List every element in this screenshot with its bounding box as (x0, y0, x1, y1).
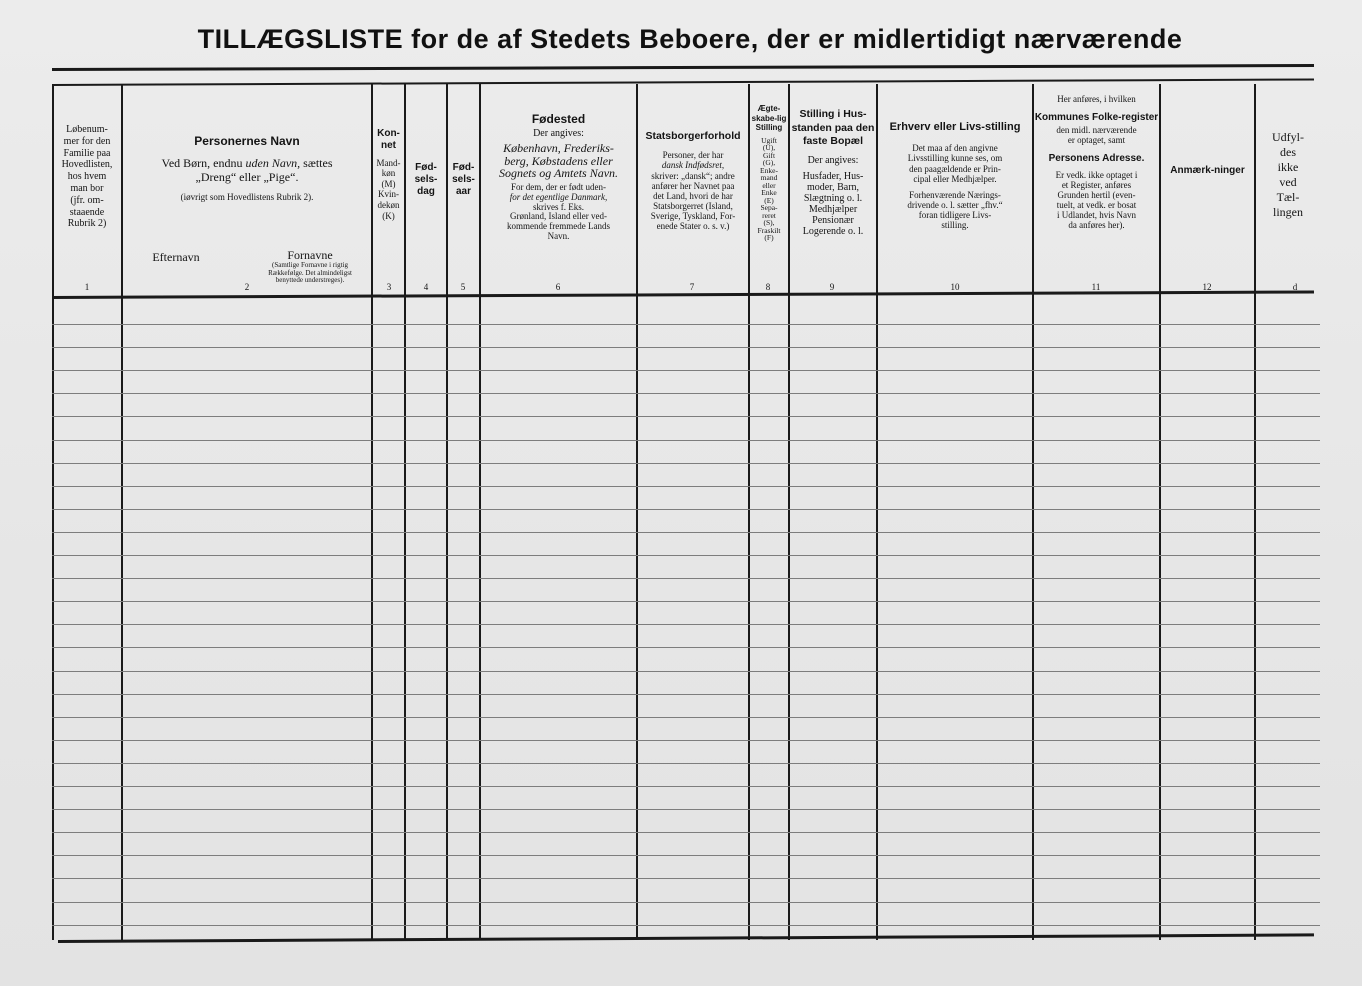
header-italic-lines (482, 142, 635, 180)
header-line: skrives f. Eks. (533, 201, 584, 212)
header-line: (jfr. om- (70, 194, 104, 206)
column-number: 3 (386, 282, 392, 292)
table-row-line (52, 347, 1320, 348)
column-border (121, 84, 123, 940)
header-line: Slægtning o. l. (803, 192, 863, 204)
header-title: Fød-sels-aar (452, 162, 475, 197)
table-row-line (52, 925, 1320, 926)
header-line: Ugift (761, 135, 777, 145)
header-line: skriver: „dansk“; andre (651, 170, 735, 181)
header-lines (790, 171, 876, 237)
column-number: 7 (689, 282, 695, 292)
column-number: 1 (84, 282, 90, 292)
column-border (479, 84, 481, 940)
header-line: hos hvem (67, 171, 107, 183)
col2-header (124, 134, 370, 203)
header-line: køn (381, 168, 396, 179)
col2-subheader-left: Efternavn (152, 250, 200, 264)
header-line: staaende (69, 206, 105, 218)
header-line: (K) (382, 210, 395, 221)
table-row-line (52, 647, 1320, 648)
header-line: Løbenum- (66, 124, 108, 135)
col10-header (878, 120, 1032, 230)
col8-header (750, 104, 788, 242)
header-line: Forhenværende Nærings- (909, 189, 1001, 200)
header-line: Kvin- (378, 189, 399, 200)
header-line: Enke (761, 188, 777, 198)
header-line: den midl. nærværende (1056, 124, 1137, 135)
header-lines (750, 137, 788, 242)
table-bottom-rule (58, 933, 1314, 943)
header-title: Ægte-skabe-lig Stilling (751, 104, 787, 133)
col6-header (482, 112, 635, 242)
table-row-line (52, 855, 1320, 856)
col1-header (54, 124, 120, 230)
header-title: Personens Adresse. (1048, 153, 1145, 165)
header-line: reret (762, 210, 776, 220)
column-number: 6 (555, 282, 561, 292)
column-number: 9 (829, 282, 835, 292)
header-title: Fød-sels-dag (414, 162, 438, 197)
header-line: Statsborgerret (Island, (653, 200, 733, 211)
header-line: Enke- (760, 165, 778, 175)
header-line: tuelt, at vedk. er bosat (1056, 199, 1137, 210)
table-row-line (52, 486, 1320, 487)
col3-header (373, 128, 404, 221)
header-line: eller (762, 180, 776, 190)
header-line: Det maa af den angivne (912, 143, 998, 154)
header-line: Sognets og Amtets Navn. (498, 166, 619, 181)
header-title: Kommunes Folke-register (1034, 111, 1159, 123)
header-title: Stilling i Hus-standen paa den faste Bopæl (791, 108, 875, 148)
header-title: Anmærk-ninger (1170, 165, 1245, 176)
header-line: kommende fremmede Lands (507, 221, 610, 232)
header-text: Ved Børn, endnu (161, 156, 243, 171)
header-line: Gift (762, 150, 776, 160)
header-top-rule (52, 78, 1314, 86)
header-line: dekøn (377, 200, 400, 211)
header-line: Hovedlisten, (61, 159, 113, 171)
table-row-line (52, 509, 1320, 510)
table-row-line (52, 763, 1320, 764)
header-line: et Register, anføres (1061, 180, 1132, 191)
header-line: foran tidligere Livs- (918, 209, 992, 220)
header-line: „Dreng“ eller „Pige“. (195, 170, 299, 185)
header-line: mer for den (63, 135, 111, 147)
header-line: Rubrik 2) (67, 218, 107, 230)
table-row-line (52, 601, 1320, 602)
header-line: København, Frederiks- (503, 140, 614, 155)
header-text: Fornavne (287, 248, 333, 262)
header-title: Erhverv eller Livs-stilling (889, 121, 1021, 133)
header-line: Mand- (376, 157, 401, 168)
header-text: uden Navn, (245, 156, 301, 171)
header-line: berg, Købstadens eller (504, 153, 613, 168)
col4-header (406, 162, 446, 197)
column-number: 10 (950, 282, 960, 292)
header-text: sættes (303, 156, 333, 171)
table-row-line (52, 902, 1320, 903)
col9-header (790, 108, 876, 237)
table-row-line (52, 832, 1320, 833)
table-row-line (52, 324, 1320, 325)
header-title: Personernes Navn (194, 134, 300, 148)
header-line: det Land, hvori de har (653, 190, 733, 201)
header-line: den paagældende er Prin- (909, 163, 1001, 174)
table-row-line (52, 370, 1320, 371)
header-title: Kon-net (377, 128, 400, 151)
header-line: cipal eller Medhjælper. (913, 173, 997, 184)
table-row-line (52, 786, 1320, 787)
header-line: lingen (1273, 205, 1303, 219)
header-line: For dem, der er født uden- (511, 181, 606, 192)
col5-header (448, 162, 479, 197)
header-line: for det egentlige Danmark, (509, 191, 608, 202)
header-line: er optaget, samt (1067, 134, 1126, 145)
table-row-line (52, 440, 1320, 441)
table-row-line (52, 878, 1320, 879)
table-row-line (52, 809, 1320, 810)
column-number: 12 (1202, 282, 1212, 292)
header-line: stilling. (941, 219, 969, 230)
header-line: Husfader, Hus- (802, 170, 864, 182)
header-line: Grønland, Island eller ved- (510, 211, 607, 222)
header-line: Tæl- (1276, 190, 1300, 204)
header-line: Pensionær (812, 214, 854, 226)
column-border (404, 84, 406, 940)
col2-subheader-right (250, 248, 370, 284)
table-row-line (52, 578, 1320, 579)
header-lines (878, 143, 1032, 230)
header-line: (U), (762, 143, 776, 153)
header-lines (482, 183, 635, 242)
header-line: i Udlandet, hvis Navn (1057, 209, 1136, 220)
header-line: Er vedk. ikke optaget i (1055, 170, 1138, 181)
table-row-line (52, 717, 1320, 718)
form-title: TILLÆGSLISTE for de af Stedets Beboere, der er midlertidigt nærværende (197, 24, 1183, 54)
column-number: 11 (1091, 282, 1101, 292)
column-number: 5 (460, 282, 466, 292)
header-line: (S), (763, 218, 775, 228)
column-number: d (1292, 282, 1298, 292)
col-d-header (1256, 130, 1320, 220)
header-lines (638, 150, 748, 231)
header-line: Sverige, Tyskland, For- (650, 210, 736, 221)
table-row-line (52, 393, 1320, 394)
header-line: anfører her Navnet paa (651, 180, 735, 191)
header-line: (G), (762, 158, 776, 168)
header-line: Her anføres, i hvilken (1057, 94, 1136, 104)
column-border (446, 84, 448, 940)
table-row-line (52, 671, 1320, 672)
title-rule (52, 64, 1314, 71)
header-line: enede Stater o. s. v.) (656, 220, 730, 231)
header-title: Statsborgerforhold (645, 130, 741, 142)
header-line: Udfyl- (1272, 130, 1304, 144)
column-number: 4 (423, 282, 429, 292)
header-line: Sepa- (760, 203, 778, 213)
header-line: ikke (1277, 160, 1299, 174)
table-row-line (52, 694, 1320, 695)
header-line: Logerende o. l. (802, 225, 864, 237)
header-line: man bor (70, 182, 104, 194)
header-line (124, 156, 370, 170)
header-line: drivende o. l. sætter „fhv.“ (907, 199, 1003, 210)
header-note: (iøvrigt som Hovedlistens Rubrik 2). (180, 192, 314, 203)
header-line: Familie paa (63, 147, 111, 159)
column-border (1159, 84, 1161, 940)
header-line: Livsstilling kunne ses, om (907, 153, 1003, 164)
header-line: mand (760, 173, 778, 183)
table-row-line (52, 532, 1320, 533)
table-row-line (52, 740, 1320, 741)
header-line: Navn. (547, 231, 570, 242)
col12-header (1161, 164, 1254, 177)
header-line: moder, Barn, (806, 181, 860, 193)
header-note: (Samtlige Fornavne i rigtig Rækkefølge. Det almindeligst benyttede understreges). (268, 261, 352, 284)
column-number: 8 (765, 282, 771, 292)
header-title: Fødested (531, 112, 586, 126)
table-row-line (52, 555, 1320, 556)
header-lines (373, 158, 404, 222)
header-line: (F) (764, 233, 774, 242)
header-subtitle: Der angives: (807, 154, 859, 166)
header-line: dansk Indfødsret, (661, 160, 725, 171)
column-number: 2 (244, 282, 250, 292)
header-line: des (1280, 145, 1296, 159)
table-row-line (52, 416, 1320, 417)
header-line: Medhjælper (808, 203, 858, 215)
header-line: Personer, der har (662, 150, 724, 161)
header-subtitle: Der angives: (533, 128, 584, 140)
table-row-line (52, 463, 1320, 464)
header-line: Grunden hertil (even- (1057, 189, 1136, 200)
header-line: da anføres her). (1068, 219, 1125, 230)
header-lines (1034, 126, 1159, 146)
header-line: Fraskilt (757, 225, 781, 235)
col7-header (638, 130, 748, 231)
col11-header (1034, 94, 1159, 231)
header-lines (1034, 171, 1159, 230)
header-line: ved (1279, 175, 1297, 189)
header-line: (E) (764, 195, 774, 205)
table-row-line (52, 624, 1320, 625)
header-line: (M) (381, 178, 396, 189)
